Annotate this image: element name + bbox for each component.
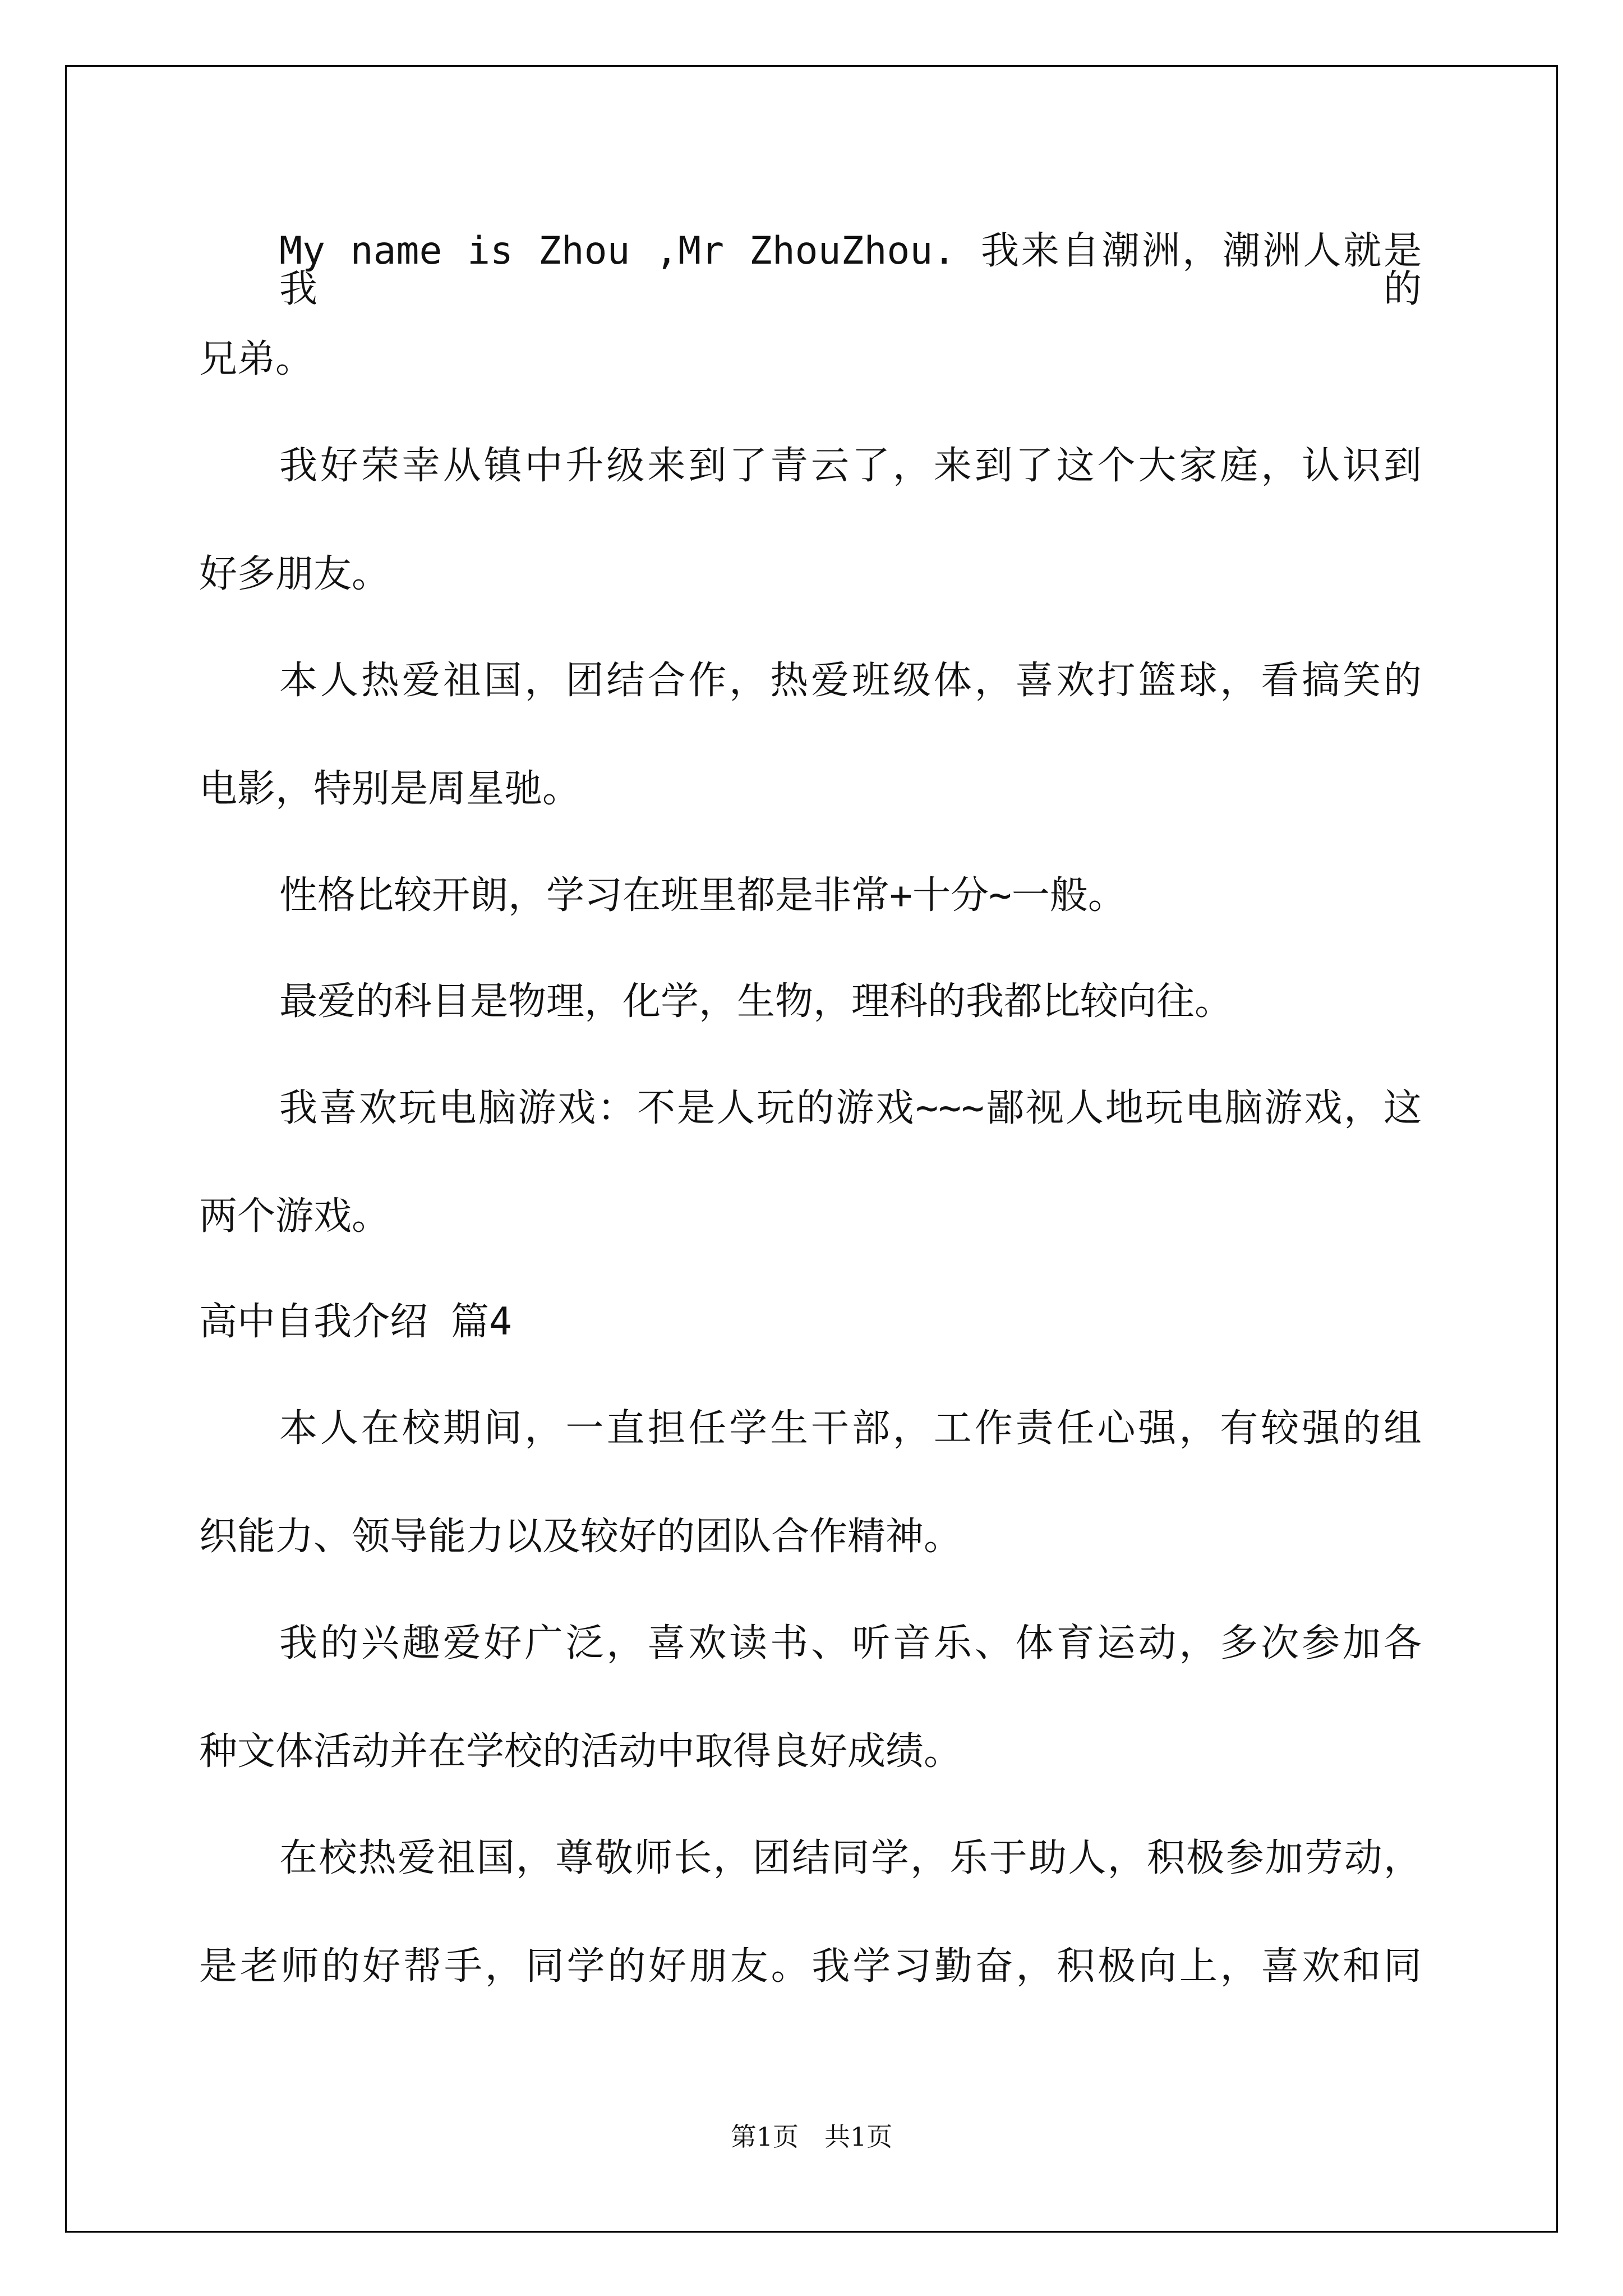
paragraph-8-line-1: 我的兴趣爱好广泛，喜欢读书、听音乐、体育运动，多次参加各 <box>279 1621 1422 1665</box>
paragraph-1-line-2: 兄弟。 <box>199 337 314 381</box>
paragraph-7-line-2: 织能力、领导能力以及较好的团队合作精神。 <box>199 1515 962 1559</box>
paragraph-2-line-1: 我好荣幸从镇中升级来到了青云了，来到了这个大家庭，认识到 <box>279 444 1422 488</box>
page-border <box>65 65 1558 2233</box>
paragraph-4: 性格比较开朗，学习在班里都是非常+十分~一般。 <box>279 873 1126 918</box>
section-heading: 高中自我介绍 篇4 <box>199 1300 512 1344</box>
paragraph-8-line-2: 种文体活动并在学校的活动中取得良好成绩。 <box>199 1729 962 1774</box>
paragraph-1-line-1: My name is Zhou ,Mr ZhouZhou. 我来自潮洲，潮洲人就是我的 <box>279 229 1422 311</box>
paragraph-9-line-2: 是老师的好帮手，同学的好朋友。我学习勤奋，积极向上，喜欢和同 <box>199 1944 1422 1989</box>
page-footer: 第1页 共1页 <box>730 2122 893 2152</box>
paragraph-9-line-1: 在校热爱祖国，尊敬师长，团结同学，乐于助人，积极参加劳动， <box>279 1836 1422 1880</box>
paragraph-5: 最爱的科目是物理，化学，生物，理科的我都比较向往。 <box>279 979 1233 1024</box>
paragraph-6-line-2: 两个游戏。 <box>199 1194 390 1239</box>
paragraph-6-line-1: 我喜欢玩电脑游戏：不是人玩的游戏~~~鄙视人地玩电脑游戏，这 <box>279 1086 1422 1130</box>
paragraph-3-line-2: 电影，特别是周星驰。 <box>199 767 581 811</box>
paragraph-7-line-1: 本人在校期间，一直担任学生干部，工作责任心强，有较强的组 <box>279 1406 1422 1451</box>
paragraph-3-line-1: 本人热爱祖国，团结合作，热爱班级体，喜欢打篮球，看搞笑的 <box>279 659 1422 703</box>
paragraph-2-line-2: 好多朋友。 <box>199 552 390 596</box>
